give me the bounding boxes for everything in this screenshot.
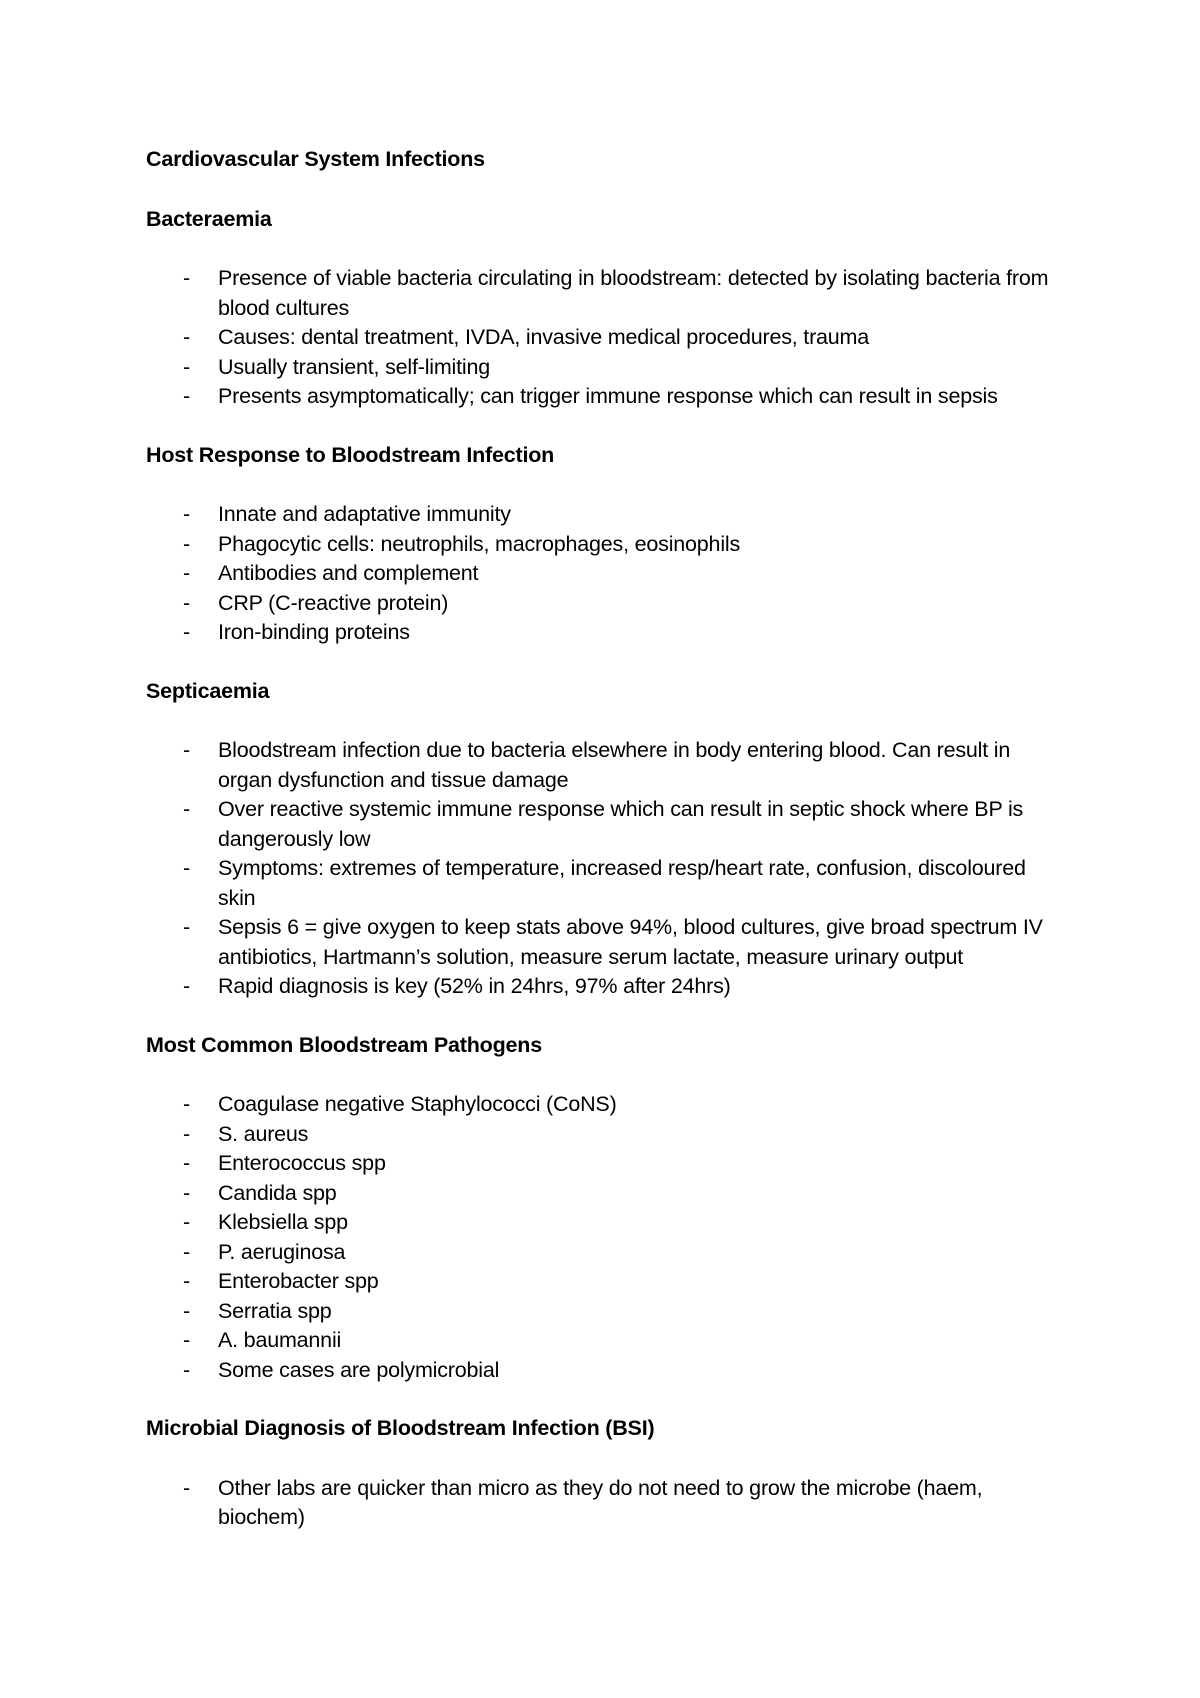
list-item: [146, 382, 1066, 412]
section-host-response: [146, 441, 1066, 648]
list-marker: -: [183, 384, 190, 408]
list-item-text: Rapid diagnosis is key (52% in 24hrs, 97% after 24hrs): [218, 974, 731, 998]
document-title: Cardiovascular System Infections: [146, 147, 485, 171]
list-marker: -: [183, 856, 190, 880]
list-item: [146, 1179, 1066, 1209]
document-body: [146, 145, 1066, 1562]
list-item-text: Bloodstream infection due to bacteria elsewhere in body entering blood. Can result in organ dysfunction and tissue damage: [218, 738, 1011, 792]
list-item-text: Antibodies and complement: [218, 561, 479, 585]
list-item-text: Symptoms: extremes of temperature, increased resp/heart rate, confusion, discoloured skin: [218, 856, 1026, 910]
list-item: [146, 1267, 1066, 1297]
list-marker: -: [183, 1475, 190, 1500]
list-marker: -: [183, 590, 190, 615]
list-item: [146, 736, 1066, 795]
list-item: [146, 264, 1066, 323]
list-marker: -: [183, 738, 190, 762]
list-item: [146, 1120, 1066, 1150]
list-item-text: Sepsis 6 = give oxygen to keep stats above 94%, blood cultures, give broad spectrum IV antibiotics, Hartmann’s solution, measure serum lactate, measure urinary output: [218, 915, 1043, 969]
list-marker: -: [183, 1180, 190, 1205]
list-marker: -: [183, 915, 190, 939]
list-item-text: Coagulase negative Staphylococci (CoNS): [218, 1092, 617, 1116]
section-heading: Most Common Bloodstream Pathogens: [146, 1032, 542, 1057]
section-common-pathogens: [146, 1031, 1066, 1386]
list-item-text: Innate and adaptative immunity: [218, 502, 511, 526]
list-marker: -: [183, 1239, 190, 1264]
list-item-text: Candida spp: [218, 1180, 337, 1205]
list-item: [146, 1474, 1066, 1533]
list-item: [146, 1356, 1066, 1386]
list-marker: -: [183, 1151, 190, 1175]
list-marker: -: [183, 620, 190, 644]
list-item: [146, 1149, 1066, 1179]
section-septicaemia: [146, 677, 1066, 1002]
list-item: [146, 1297, 1066, 1327]
list-item-text: Causes: dental treatment, IVDA, invasive medical procedures, trauma: [218, 325, 870, 349]
list-marker: -: [183, 531, 190, 556]
list-item: [146, 323, 1066, 353]
section-bacteraemia: [146, 205, 1066, 412]
list-marker: -: [183, 1121, 190, 1146]
bullet-list: [146, 1474, 1066, 1533]
list-item-text: Some cases are polymicrobial: [218, 1357, 500, 1382]
list-item: [146, 1238, 1066, 1268]
list-item-text: A. baumannii: [218, 1328, 342, 1352]
list-marker: -: [183, 266, 190, 290]
list-item-text: Phagocytic cells: neutrophils, macrophages, eosinophils: [218, 531, 741, 556]
list-marker: -: [183, 1328, 190, 1352]
list-item: [146, 618, 1066, 648]
list-marker: -: [183, 1210, 190, 1234]
list-item: [146, 854, 1066, 913]
section-heading: Microbial Diagnosis of Bloodstream Infection (BSI): [146, 1416, 655, 1440]
list-marker: -: [183, 354, 190, 379]
list-item-text: Klebsiella spp: [218, 1210, 348, 1234]
section-microbial-diagnosis: [146, 1414, 1066, 1533]
list-marker: -: [183, 561, 190, 585]
section-heading: Septicaemia: [146, 678, 270, 703]
list-item: [146, 353, 1066, 383]
list-item-text: Other labs are quicker than micro as they do not need to grow the microbe (haem, biochem): [218, 1475, 983, 1529]
list-marker: -: [183, 325, 190, 349]
list-item: [146, 559, 1066, 589]
list-item-text: Usually transient, self-limiting: [218, 354, 490, 379]
list-item-text: Over reactive systemic immune response which can result in septic shock where BP is dangerously low: [218, 797, 1024, 851]
bullet-list: [146, 1090, 1066, 1385]
list-item: [146, 972, 1066, 1002]
list-item: [146, 1090, 1066, 1120]
list-item-text: Enterococcus spp: [218, 1151, 386, 1175]
list-item: [146, 589, 1066, 619]
list-item: [146, 795, 1066, 854]
bullet-list: [146, 736, 1066, 1002]
list-item: [146, 1326, 1066, 1356]
bullet-list: [146, 264, 1066, 412]
list-item: [146, 1208, 1066, 1238]
list-marker: -: [183, 1357, 190, 1382]
list-marker: -: [183, 502, 190, 526]
section-heading: Bacteraemia: [146, 206, 272, 231]
list-item: [146, 500, 1066, 530]
list-item-text: Presence of viable bacteria circulating in bloodstream: detected by isolating bacteria from blood cultures: [218, 266, 1049, 320]
list-marker: -: [183, 797, 190, 821]
list-item-text: Serratia spp: [218, 1298, 332, 1323]
list-marker: -: [183, 1269, 190, 1293]
section-heading: Host Response to Bloodstream Infection: [146, 442, 555, 467]
list-item-text: Enterobacter spp: [218, 1269, 379, 1293]
list-marker: -: [183, 1092, 190, 1116]
list-item: [146, 530, 1066, 560]
list-item: [146, 913, 1066, 972]
list-marker: -: [183, 1298, 190, 1323]
list-item-text: Iron-binding proteins: [218, 620, 410, 644]
list-item-text: S. aureus: [218, 1121, 309, 1146]
list-item-text: P. aeruginosa: [218, 1239, 346, 1264]
list-item-text: CRP (C-reactive protein): [218, 590, 449, 615]
list-item-text: Presents asymptomatically; can trigger immune response which can result in sepsis: [218, 384, 998, 408]
list-marker: -: [183, 974, 190, 998]
bullet-list: [146, 500, 1066, 648]
